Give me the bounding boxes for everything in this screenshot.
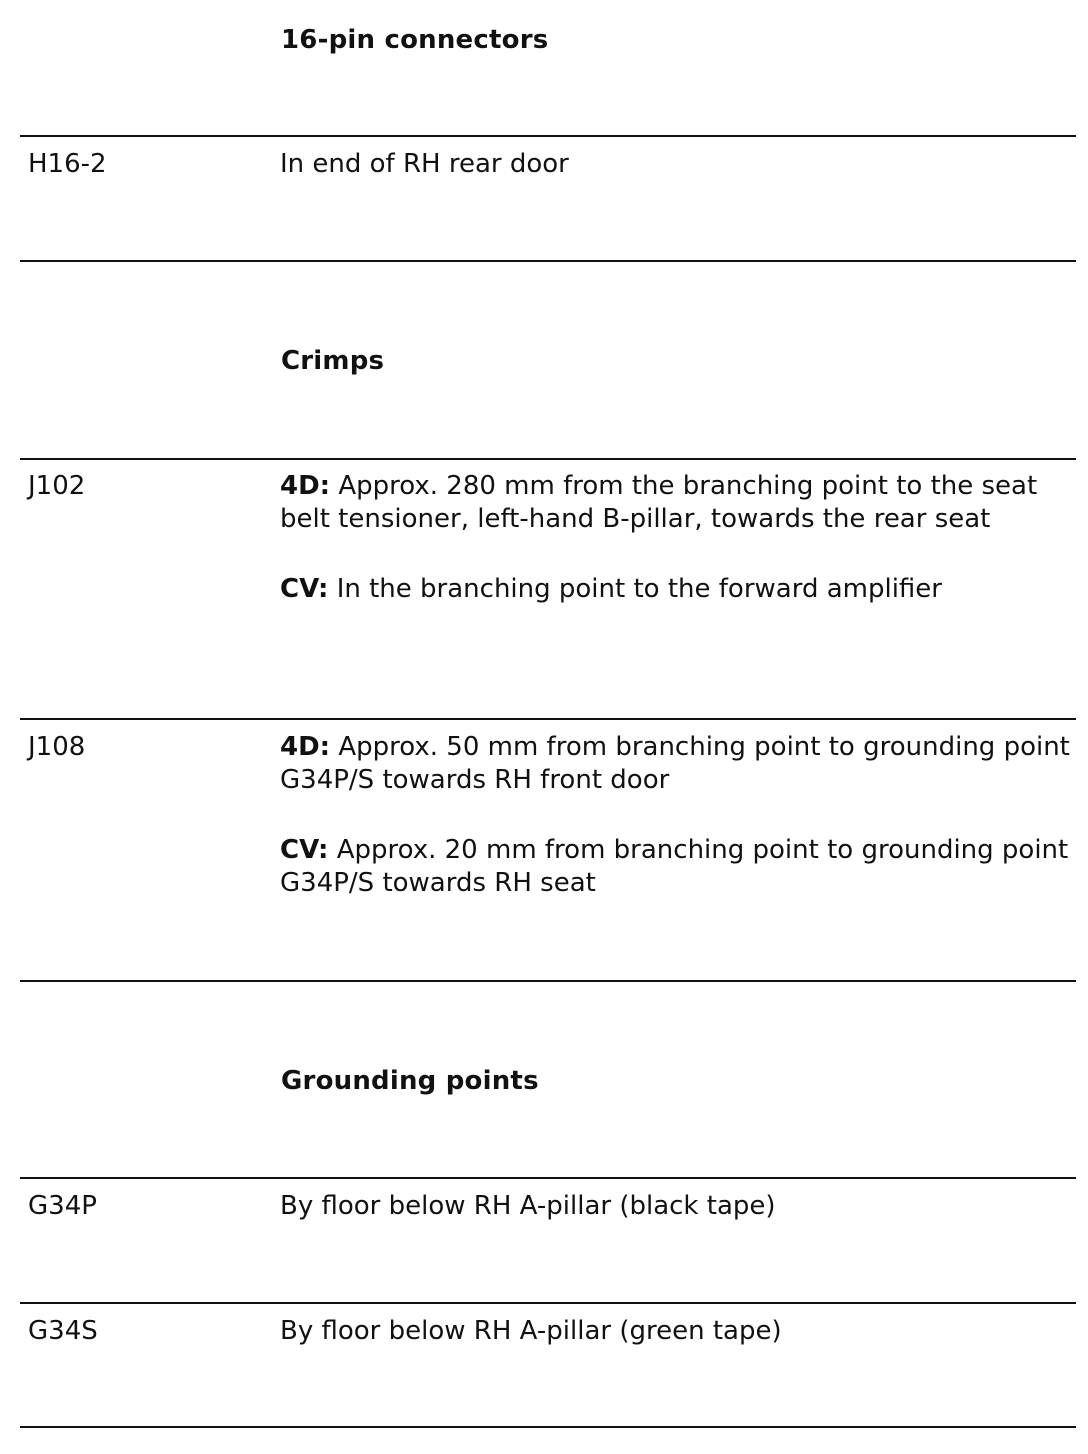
connector-description-text: In end of RH rear door bbox=[280, 149, 569, 179]
crimp-entry bbox=[280, 573, 1070, 606]
variant-tag: CV: bbox=[280, 835, 329, 865]
grounding-code-g34s: G34S bbox=[28, 1316, 98, 1346]
divider bbox=[20, 135, 1076, 137]
grounding-description-text: By floor below RH A-pillar (black tape) bbox=[280, 1191, 776, 1221]
crimp-entry bbox=[280, 470, 1070, 536]
section-heading-crimps: Crimps bbox=[281, 346, 385, 376]
crimp-code-j108: J108 bbox=[28, 732, 86, 762]
divider bbox=[20, 458, 1076, 460]
entry-text: Approx. 50 mm from branching point to grounding point G34P/S towards RH front door bbox=[280, 732, 1070, 795]
crimp-code-j102: J102 bbox=[28, 471, 86, 501]
connector-description bbox=[280, 148, 1070, 181]
variant-tag: 4D: bbox=[280, 732, 331, 762]
divider bbox=[20, 1302, 1076, 1304]
grounding-code-g34p: G34P bbox=[28, 1191, 97, 1221]
crimp-description-j102 bbox=[280, 470, 1070, 606]
section-heading-grounding: Grounding points bbox=[281, 1066, 539, 1096]
divider bbox=[20, 1177, 1076, 1179]
entry-text: Approx. 280 mm from the branching point to the seat belt tensioner, left-hand B-pillar, towards the rear seat bbox=[280, 471, 1038, 534]
grounding-description-g34s bbox=[280, 1315, 1070, 1348]
crimp-entry bbox=[280, 834, 1070, 900]
divider bbox=[20, 980, 1076, 982]
grounding-description-g34p bbox=[280, 1190, 1070, 1223]
divider bbox=[20, 1426, 1076, 1428]
crimp-entry bbox=[280, 731, 1070, 797]
entry-text: In the branching point to the forward amplifier bbox=[328, 574, 942, 604]
section-heading-connectors: 16-pin connectors bbox=[281, 25, 549, 55]
grounding-description-text: By floor below RH A-pillar (green tape) bbox=[280, 1316, 782, 1346]
variant-tag: CV: bbox=[280, 574, 329, 604]
entry-text: Approx. 20 mm from branching point to grounding point G34P/S towards RH seat bbox=[280, 835, 1069, 898]
divider bbox=[20, 718, 1076, 720]
connector-code: H16-2 bbox=[28, 149, 107, 179]
divider bbox=[20, 260, 1076, 262]
variant-tag: 4D: bbox=[280, 471, 331, 501]
crimp-description-j108 bbox=[280, 731, 1070, 900]
